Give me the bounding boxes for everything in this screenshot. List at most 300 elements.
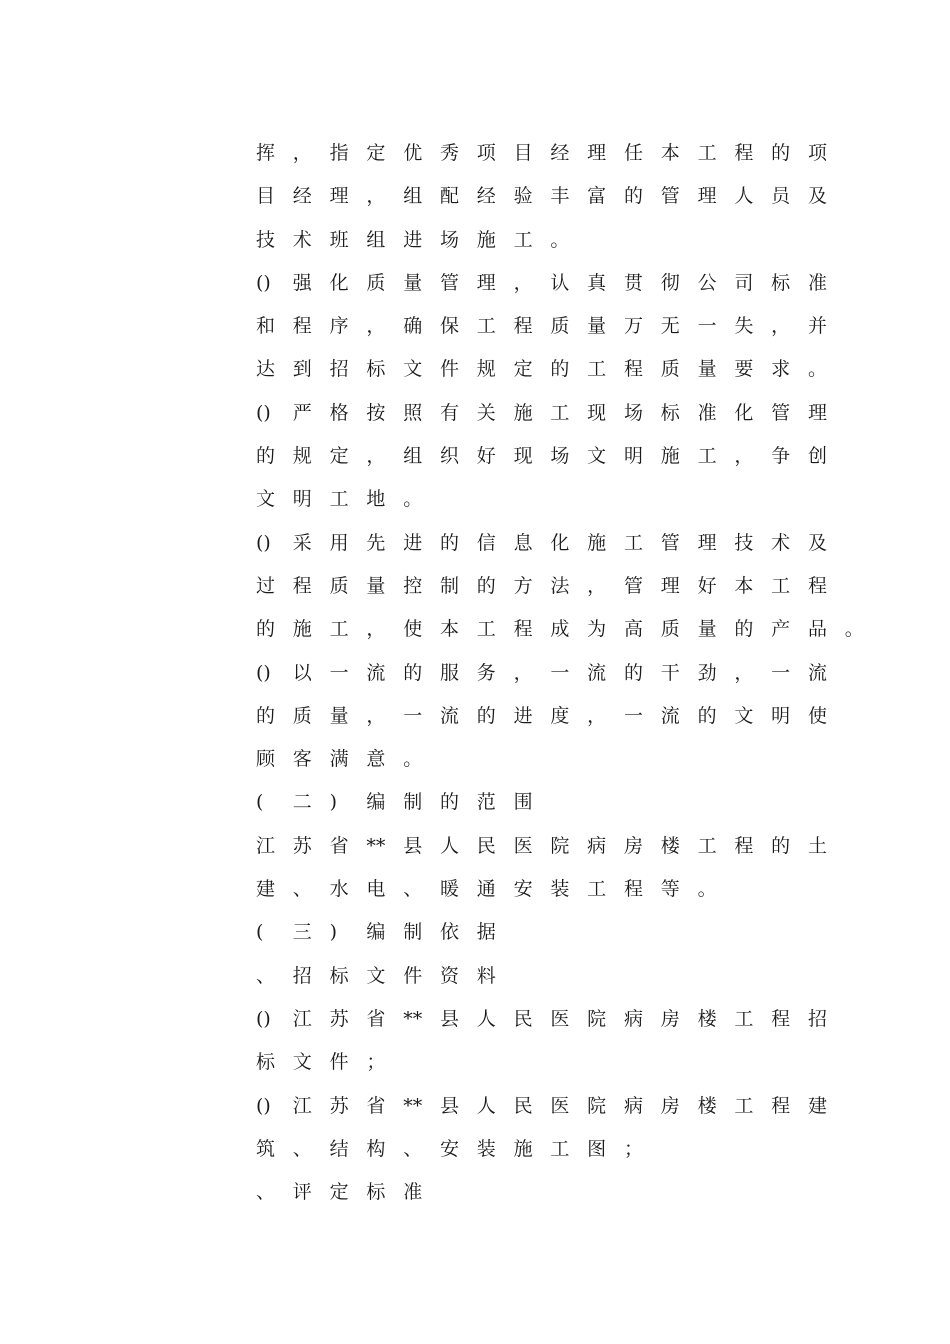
- glyph: 的: [403, 661, 423, 684]
- glyph: 的: [623, 185, 643, 208]
- glyph: 县: [439, 1007, 459, 1030]
- glyph: 工: [623, 531, 643, 554]
- glyph: 量: [697, 358, 717, 381]
- glyph: 术: [292, 228, 312, 251]
- glyph: 安: [439, 1137, 459, 1160]
- glyph: 量: [403, 271, 423, 294]
- glyph: 装: [476, 1137, 496, 1160]
- glyph: 配: [439, 185, 459, 208]
- glyph: 工: [513, 228, 533, 251]
- glyph: 县: [403, 834, 423, 857]
- glyph: 本: [734, 574, 754, 597]
- glyph: 流: [587, 661, 607, 684]
- glyph: 服: [439, 661, 459, 684]
- text-line: [256, 1041, 876, 1084]
- glyph: 施: [587, 531, 607, 554]
- glyph: 质: [660, 618, 680, 641]
- glyph: 程: [771, 1007, 791, 1030]
- glyph: 工: [476, 315, 496, 338]
- glyph: 工: [697, 445, 717, 468]
- glyph: 江: [292, 1094, 312, 1117]
- glyph: 技: [256, 228, 276, 251]
- glyph: 理: [587, 142, 607, 164]
- glyph: 民: [513, 1007, 533, 1030]
- glyph: 进: [513, 704, 533, 727]
- glyph: 规: [292, 445, 312, 468]
- glyph: 丰: [550, 185, 570, 208]
- glyph: 流: [807, 661, 827, 684]
- glyph: 目: [513, 142, 533, 164]
- glyph: ，: [587, 574, 607, 597]
- glyph: 的: [734, 618, 754, 641]
- glyph: (): [256, 1094, 271, 1117]
- glyph: 用: [329, 531, 349, 554]
- subsection-heading: [256, 955, 876, 998]
- text-line: [256, 219, 876, 262]
- glyph: 医: [550, 1007, 570, 1030]
- glyph: 化: [734, 401, 754, 424]
- glyph: 强: [292, 271, 312, 294]
- glyph: 程: [513, 618, 533, 641]
- glyph: 的: [476, 574, 496, 597]
- glyph: ): [329, 791, 338, 814]
- glyph: 使: [403, 618, 423, 641]
- text-line: [256, 175, 876, 218]
- glyph: **: [403, 1094, 423, 1117]
- glyph: 管: [660, 531, 680, 554]
- glyph: 房: [660, 1094, 680, 1117]
- glyph: 明: [623, 445, 643, 468]
- glyph: 电: [366, 878, 386, 901]
- glyph: 。: [807, 358, 827, 381]
- glyph: 和: [256, 315, 276, 338]
- glyph: 施: [292, 618, 312, 641]
- glyph: 地: [366, 488, 386, 511]
- glyph: 的: [771, 834, 791, 857]
- glyph: 一: [403, 704, 423, 727]
- glyph: 经: [292, 185, 312, 208]
- glyph: 求: [771, 358, 791, 381]
- glyph: 富: [587, 185, 607, 208]
- glyph: 施: [513, 401, 533, 424]
- glyph: 采: [292, 531, 312, 554]
- glyph: 的: [256, 704, 276, 727]
- glyph: 流: [660, 704, 680, 727]
- glyph: 准: [697, 401, 717, 424]
- glyph: 标: [329, 964, 349, 987]
- glyph: 管: [439, 271, 459, 294]
- glyph: ；: [623, 1137, 643, 1160]
- glyph: 文: [292, 1051, 312, 1074]
- glyph: 照: [403, 401, 423, 424]
- text-line: [256, 825, 876, 868]
- glyph: 的: [771, 142, 791, 164]
- glyph: ，: [366, 704, 386, 727]
- glyph: (): [256, 1007, 271, 1030]
- text-line: [256, 998, 876, 1041]
- glyph: 确: [403, 315, 423, 338]
- glyph: 干: [660, 661, 680, 684]
- glyph: 严: [292, 401, 312, 424]
- glyph: 据: [476, 921, 496, 944]
- glyph: 认: [550, 271, 570, 294]
- text-line: [256, 392, 876, 435]
- glyph: 建: [807, 1094, 827, 1117]
- glyph: 指: [329, 142, 349, 164]
- glyph: 结: [329, 1137, 349, 1160]
- glyph: 现: [513, 445, 533, 468]
- glyph: 使: [807, 704, 827, 727]
- glyph: 质: [550, 315, 570, 338]
- glyph: 房: [623, 834, 643, 857]
- glyph: 一: [329, 661, 349, 684]
- text-line: [256, 608, 876, 651]
- text-line: [256, 652, 876, 695]
- glyph: 的: [623, 661, 643, 684]
- glyph: 、: [292, 878, 312, 901]
- glyph: 。: [403, 488, 423, 511]
- glyph: (: [256, 791, 264, 814]
- glyph: 工: [697, 834, 717, 857]
- glyph: 病: [587, 834, 607, 857]
- glyph: 文: [587, 445, 607, 468]
- glyph: 先: [366, 531, 386, 554]
- glyph: 一: [697, 315, 717, 338]
- text-line: [256, 132, 876, 175]
- glyph: 文: [734, 704, 754, 727]
- glyph: 息: [513, 531, 533, 554]
- glyph: 挥: [256, 142, 276, 164]
- glyph: 图: [587, 1137, 607, 1160]
- glyph: 控: [403, 574, 423, 597]
- glyph: ；: [366, 1051, 386, 1074]
- glyph: 人: [439, 834, 459, 857]
- glyph: 优: [403, 142, 423, 164]
- glyph: 民: [476, 834, 496, 857]
- glyph: 规: [476, 358, 496, 381]
- glyph: 、: [256, 964, 276, 987]
- glyph: 依: [439, 921, 459, 944]
- glyph: 及: [807, 185, 827, 208]
- glyph: 土: [807, 834, 827, 857]
- section-heading: [256, 911, 876, 954]
- glyph: 省: [366, 1094, 386, 1117]
- glyph: 质: [366, 271, 386, 294]
- glyph: 量: [587, 315, 607, 338]
- glyph: 苏: [292, 834, 312, 857]
- glyph: 安: [513, 878, 533, 901]
- glyph: 。: [844, 618, 864, 641]
- glyph: 二: [292, 791, 312, 814]
- glyph: 装: [550, 878, 570, 901]
- glyph: ): [329, 921, 338, 944]
- glyph: 。: [697, 878, 717, 901]
- glyph: 明: [292, 488, 312, 511]
- glyph: 高: [623, 618, 643, 641]
- glyph: 真: [587, 271, 607, 294]
- glyph: 施: [660, 445, 680, 468]
- glyph: ，: [734, 445, 754, 468]
- glyph: 件: [403, 964, 423, 987]
- glyph: 病: [623, 1007, 643, 1030]
- glyph: ，: [366, 618, 386, 641]
- glyph: 程: [623, 878, 643, 901]
- text-line: [256, 695, 876, 738]
- glyph: 通: [476, 878, 496, 901]
- glyph: 定: [329, 1181, 349, 1204]
- glyph: 标: [366, 358, 386, 381]
- glyph: 准: [807, 271, 827, 294]
- glyph: 的: [439, 531, 459, 554]
- text-line: [256, 435, 876, 478]
- glyph: 定: [366, 142, 386, 164]
- glyph: 筑: [256, 1137, 276, 1160]
- glyph: 的: [697, 704, 717, 727]
- glyph: 信: [476, 531, 496, 554]
- glyph: 流: [366, 661, 386, 684]
- glyph: 建: [256, 878, 276, 901]
- glyph: 苏: [329, 1007, 349, 1030]
- glyph: 成: [550, 618, 570, 641]
- glyph: 量: [329, 704, 349, 727]
- glyph: 件: [329, 1051, 349, 1074]
- glyph: 工: [587, 878, 607, 901]
- glyph: 一: [771, 661, 791, 684]
- glyph: 目: [256, 185, 276, 208]
- glyph: 。: [403, 748, 423, 771]
- glyph: 理: [697, 531, 717, 554]
- glyph: 标: [771, 271, 791, 294]
- body-text: [256, 132, 876, 1214]
- glyph: 制: [403, 921, 423, 944]
- glyph: 任: [623, 142, 643, 164]
- glyph: 织: [439, 445, 459, 468]
- glyph: 人: [476, 1007, 496, 1030]
- glyph: 房: [660, 1007, 680, 1030]
- glyph: 创: [807, 445, 827, 468]
- glyph: 项: [807, 142, 827, 164]
- glyph: 好: [476, 445, 496, 468]
- glyph: 万: [623, 315, 643, 338]
- subsection-heading: [256, 1171, 876, 1214]
- glyph: 关: [476, 401, 496, 424]
- glyph: 工: [587, 358, 607, 381]
- glyph: 人: [476, 1094, 496, 1117]
- glyph: 以: [292, 661, 312, 684]
- glyph: 务: [476, 661, 496, 684]
- text-line: [256, 305, 876, 348]
- glyph: 的: [476, 704, 496, 727]
- glyph: 招: [292, 964, 312, 987]
- text-line: [256, 738, 876, 781]
- glyph: 达: [256, 358, 276, 381]
- glyph: 组: [403, 445, 423, 468]
- glyph: 组: [403, 185, 423, 208]
- glyph: 并: [807, 315, 827, 338]
- glyph: 失: [734, 315, 754, 338]
- glyph: 省: [366, 1007, 386, 1030]
- glyph: 、: [292, 1137, 312, 1160]
- glyph: 争: [771, 445, 791, 468]
- glyph: 验: [513, 185, 533, 208]
- glyph: 化: [550, 531, 570, 554]
- glyph: 班: [329, 228, 349, 251]
- text-line: [256, 1128, 876, 1171]
- text-line: [256, 522, 876, 565]
- glyph: 料: [476, 964, 496, 987]
- glyph: 质: [660, 358, 680, 381]
- glyph: ，: [513, 661, 533, 684]
- glyph: 程: [623, 358, 643, 381]
- text-line: [256, 1085, 876, 1128]
- glyph: 程: [292, 574, 312, 597]
- glyph: 流: [439, 704, 459, 727]
- glyph: ，: [366, 315, 386, 338]
- glyph: 三: [292, 921, 312, 944]
- glyph: ，: [587, 704, 607, 727]
- glyph: 贯: [623, 271, 643, 294]
- glyph: 标: [256, 1051, 276, 1074]
- glyph: 楼: [697, 1094, 717, 1117]
- glyph: 苏: [329, 1094, 349, 1117]
- glyph: 管: [623, 574, 643, 597]
- glyph: 民: [513, 1094, 533, 1117]
- glyph: ，: [734, 661, 754, 684]
- glyph: 工: [550, 401, 570, 424]
- glyph: 人: [734, 185, 754, 208]
- glyph: 劲: [697, 661, 717, 684]
- glyph: 程: [292, 315, 312, 338]
- glyph: 文: [256, 488, 276, 511]
- glyph: 要: [734, 358, 754, 381]
- glyph: 经: [476, 185, 496, 208]
- glyph: 本: [439, 618, 459, 641]
- glyph: 文: [403, 358, 423, 381]
- glyph: 好: [697, 574, 717, 597]
- glyph: 有: [439, 401, 459, 424]
- glyph: 场: [550, 445, 570, 468]
- glyph: 。: [550, 228, 570, 251]
- glyph: 楼: [660, 834, 680, 857]
- glyph: 品: [807, 618, 827, 641]
- glyph: 招: [329, 358, 349, 381]
- glyph: 程: [513, 315, 533, 338]
- glyph: 工: [550, 1137, 570, 1160]
- glyph: 等: [660, 878, 680, 901]
- glyph: 范: [476, 791, 496, 814]
- glyph: 组: [366, 228, 386, 251]
- glyph: 工: [476, 618, 496, 641]
- glyph: 一: [550, 661, 570, 684]
- glyph: ，: [513, 271, 533, 294]
- glyph: 程: [734, 142, 754, 164]
- glyph: 工: [329, 488, 349, 511]
- section-heading: [256, 781, 876, 824]
- text-line: [256, 262, 876, 305]
- glyph: 格: [329, 401, 349, 424]
- glyph: 工: [734, 1094, 754, 1117]
- glyph: 理: [660, 574, 680, 597]
- glyph: 医: [513, 834, 533, 857]
- glyph: 场: [439, 228, 459, 251]
- glyph: 管: [771, 401, 791, 424]
- glyph: 编: [366, 791, 386, 814]
- glyph: 程: [771, 1094, 791, 1117]
- glyph: 理: [476, 271, 496, 294]
- glyph: 、: [256, 1181, 276, 1204]
- glyph: 到: [292, 358, 312, 381]
- glyph: **: [403, 1007, 423, 1030]
- glyph: 及: [807, 531, 827, 554]
- glyph: 工: [329, 618, 349, 641]
- glyph: 定: [329, 445, 349, 468]
- glyph: 化: [329, 271, 349, 294]
- glyph: 公: [697, 271, 717, 294]
- glyph: 质: [292, 704, 312, 727]
- glyph: 省: [329, 834, 349, 857]
- glyph: 资: [439, 964, 459, 987]
- glyph: 楼: [697, 1007, 717, 1030]
- glyph: 的: [439, 791, 459, 814]
- glyph: 按: [366, 401, 386, 424]
- glyph: 评: [292, 1181, 312, 1204]
- glyph: 理: [807, 401, 827, 424]
- glyph: 理: [697, 185, 717, 208]
- glyph: 产: [771, 618, 791, 641]
- glyph: 量: [366, 574, 386, 597]
- glyph: ，: [771, 315, 791, 338]
- glyph: 编: [366, 921, 386, 944]
- glyph: 明: [771, 704, 791, 727]
- glyph: 彻: [660, 271, 680, 294]
- glyph: 量: [697, 618, 717, 641]
- text-line: [256, 868, 876, 911]
- glyph: 现: [587, 401, 607, 424]
- glyph: 件: [439, 358, 459, 381]
- glyph: (): [256, 271, 271, 294]
- glyph: 度: [550, 704, 570, 727]
- glyph: 一: [623, 704, 643, 727]
- glyph: 满: [329, 748, 349, 771]
- glyph: 院: [550, 834, 570, 857]
- glyph: 场: [623, 401, 643, 424]
- glyph: 文: [366, 964, 386, 987]
- glyph: 院: [587, 1007, 607, 1030]
- glyph: 无: [660, 315, 680, 338]
- glyph: 理: [329, 185, 349, 208]
- glyph: 为: [587, 618, 607, 641]
- glyph: 招: [807, 1007, 827, 1030]
- text-line: [256, 348, 876, 391]
- glyph: 定: [513, 358, 533, 381]
- glyph: 经: [550, 142, 570, 164]
- glyph: 过: [256, 574, 276, 597]
- glyph: 暖: [439, 878, 459, 901]
- glyph: **: [366, 834, 386, 857]
- glyph: 围: [513, 791, 533, 814]
- glyph: (: [256, 921, 264, 944]
- glyph: 的: [256, 618, 276, 641]
- glyph: 程: [734, 834, 754, 857]
- glyph: 制: [439, 574, 459, 597]
- glyph: 院: [587, 1094, 607, 1117]
- text-line: [256, 478, 876, 521]
- glyph: 制: [403, 791, 423, 814]
- glyph: 秀: [439, 142, 459, 164]
- glyph: 程: [807, 574, 827, 597]
- glyph: 的: [550, 358, 570, 381]
- glyph: ，: [292, 142, 312, 164]
